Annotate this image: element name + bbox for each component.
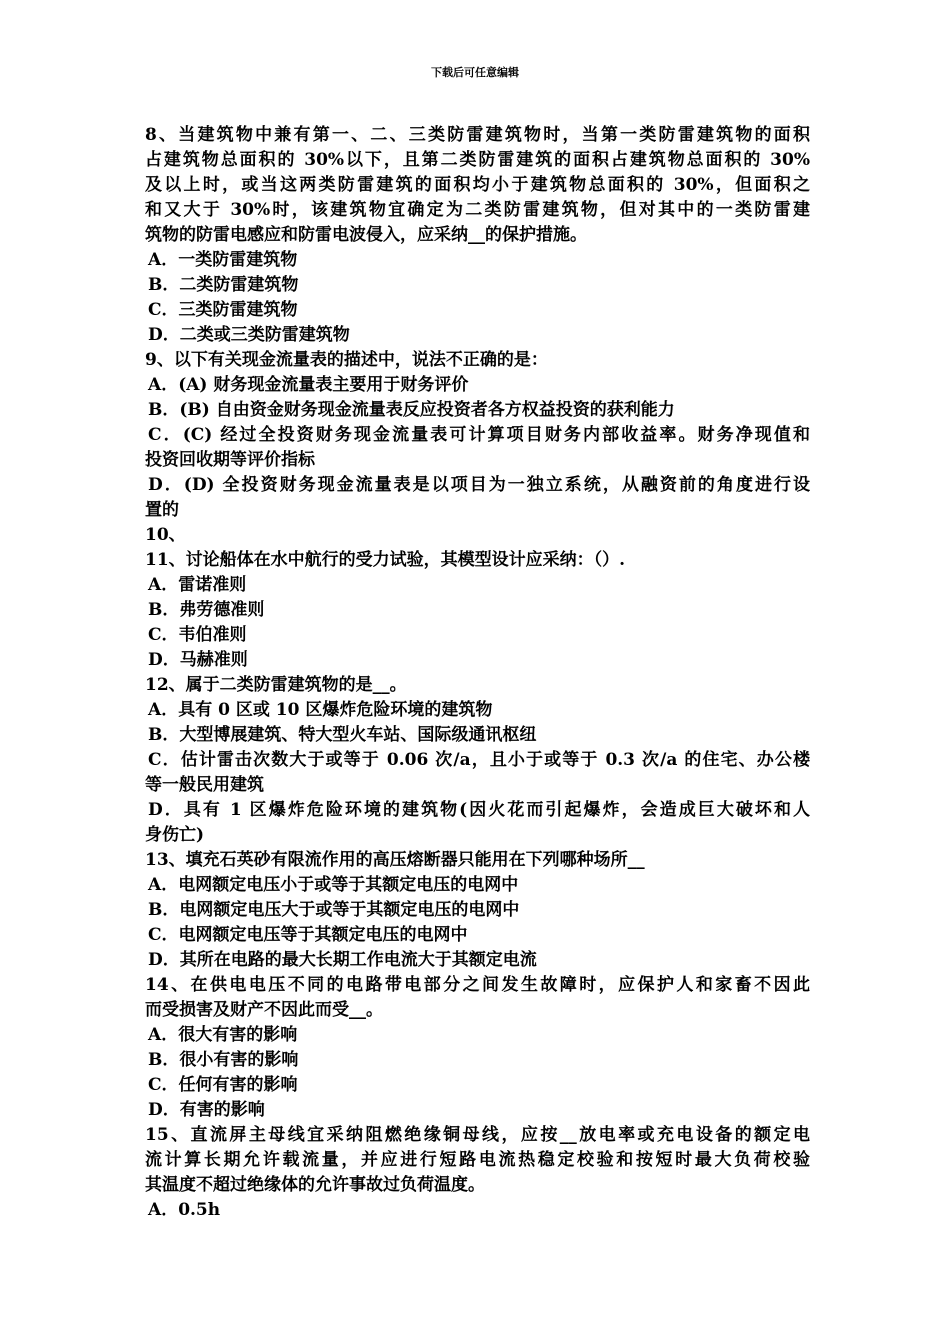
document-body	[145, 123, 810, 1223]
option-line: C．任何有害的影响	[148, 1075, 298, 1095]
option-line: D．具有 1 区爆炸危险环境的建筑物(因火花而引起爆炸，会造成巨大破坏和人	[148, 800, 810, 820]
option-line: D．有害的影响	[148, 1100, 265, 1120]
option-line: B．大型博展建筑、特大型火车站、国际级通讯枢纽	[148, 725, 537, 745]
option-line: D．马赫准则	[148, 650, 248, 670]
option-line: B．(B) 自由资金财务现金流量表反应投资者各方权益投资的获利能力	[148, 400, 675, 420]
option-line: A．很大有害的影响	[148, 1025, 298, 1045]
text-line: 置的	[145, 500, 179, 520]
option-line: C．估计雷击次数大于或等于 0.06 次/a，且小于或等于 0.3 次/a 的住宅、办公楼	[148, 750, 810, 770]
text-line: 等一般民用建筑	[145, 775, 264, 795]
option-line: D．(D) 全投资财务现金流量表是以项目为一独立系统，从融资前的角度进行设	[148, 475, 810, 495]
question-line: 14、在供电电压不同的电路带电部分之间发生故障时，应保护人和家畜不因此	[145, 975, 810, 995]
text-line: 和又大于 30%时，该建筑物宜确定为二类防雷建筑物，但对其中的一类防雷建	[145, 200, 810, 220]
option-line: C．电网额定电压等于其额定电压的电网中	[148, 925, 468, 945]
question-line: 8、当建筑物中兼有第一、二、三类防雷建筑物时，当第一类防雷建筑物的面积	[145, 125, 810, 145]
text-line: 占建筑物总面积的 30%以下，且第二类防雷建筑的面积占建筑物总面积的 30%	[145, 150, 810, 170]
text-line: 而受损害及财产不因此而受__。	[145, 1000, 383, 1020]
option-line: B．弗劳德准则	[148, 600, 265, 620]
question-line: 10、	[145, 525, 186, 545]
option-line: A．雷诺准则	[148, 575, 247, 595]
text-line: 身伤亡)	[145, 825, 205, 845]
option-line: C．三类防雷建筑物	[148, 300, 298, 320]
text-line: 流计算长期允许载流量，并应进行短路电流热稳定校验和按短时最大负荷校验	[145, 1150, 810, 1170]
question-line: 9、以下有关现金流量表的描述中，说法不正确的是：	[145, 350, 548, 370]
text-line: 筑物的防雷电感应和防雷电波侵入，应采纳__的保护措施。	[145, 225, 587, 245]
option-line: C．韦伯准则	[148, 625, 247, 645]
text-line: 及以上时，或当这两类防雷建筑的面积均小于建筑物总面积的 30%，但面积之	[145, 175, 810, 195]
text-line: 投资回收期等评价指标	[145, 450, 315, 470]
question-line: 15、直流屏主母线宜采纳阻燃绝缘铜母线，应按__放电率或充电设备的额定电	[145, 1125, 810, 1145]
option-line: B．二类防雷建筑物	[148, 275, 299, 295]
option-line: A．(A) 财务现金流量表主要用于财务评价	[148, 375, 469, 395]
option-line: A．电网额定电压小于或等于其额定电压的电网中	[148, 875, 519, 895]
option-line: A．具有 0 区或 10 区爆炸危险环境的建筑物	[148, 700, 493, 720]
option-line: B．电网额定电压大于或等于其额定电压的电网中	[148, 900, 520, 920]
option-line: A．一类防雷建筑物	[148, 250, 298, 270]
option-line: B．很小有害的影响	[148, 1050, 299, 1070]
question-line: 13、填充石英砂有限流作用的高压熔断器只能用在下列哪种场所__	[145, 850, 645, 870]
question-line: 12、属于二类防雷建筑物的是__。	[145, 675, 407, 695]
option-line: A．0.5h	[148, 1200, 221, 1220]
page-header: 下载后可任意编辑	[431, 66, 519, 79]
option-line: D．二类或三类防雷建筑物	[148, 325, 350, 345]
option-line: D．其所在电路的最大长期工作电流大于其额定电流	[148, 950, 537, 970]
option-line: C．(C) 经过全投资财务现金流量表可计算项目财务内部收益率。财务净现值和	[148, 425, 810, 445]
question-line: 11、讨论船体在水中航行的受力试验，其模型设计应采纳：（）.	[145, 550, 626, 570]
text-line: 其温度不超过绝缘体的允许事故过负荷温度。	[145, 1175, 485, 1195]
